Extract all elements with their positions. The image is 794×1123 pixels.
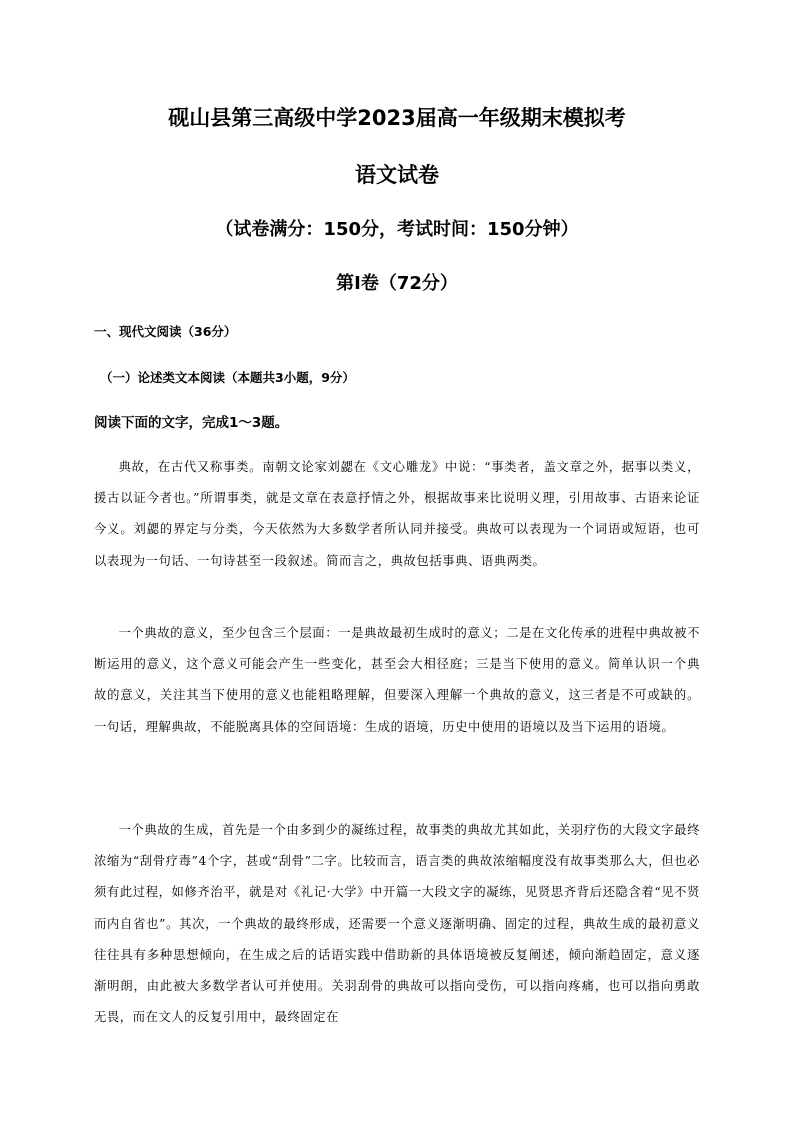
part-heading: 一、现代文阅读（36分）	[94, 324, 237, 339]
passage-paragraph-3: 一个典故的生成，首先是一个由多到少的凝练过程，故事类的典故尤其如此，关羽疗伤的大段文字最终浓缩为“刮骨疗毒”4个字，甚或“刮骨”二字。比较而言，语言类的典故浓缩幅度没有故事类那么大，但也必须有此过程，如修齐治平，就是对《礼记·大学》中开篇一大段文字的凝练，见贤思齐背后还隐含着“见不贤而内自省也”。其次，一个典故的最终形成，还需要一个意义逐渐明确、固定的过程，典故生成的最初意义往往具有多种思想倾向，在生成之后的话语实践中借助新的具体语境被反复阐述，倾向渐趋固定，意义逐渐明朗，由此被大多数学者认可并使用。关羽刮骨的典故可以指向受伤，可以指向疼痛，也可以指向勇敢无畏，而在文人的反复引用中，最终固定在	[94, 823, 700, 1025]
reading-instruction: 阅读下面的文字，完成1～3题。	[94, 415, 289, 431]
subject-title: 语文试卷	[355, 163, 439, 187]
exam-title: 砚山县第三高级中学2023届高一年级期末模拟考	[168, 106, 626, 130]
passage-paragraph-2: 一个典故的意义，至少包含三个层面：一是典故最初生成时的意义；二是在文化传承的进程中典故被不断运用的意义，这个意义可能会产生一些变化，甚至会大相径庭；三是当下使用的意义。简单认识一个典故的意义，关注其当下使用的意义也能粗略理解，但要深入理解一个典故的意义，这三者是不可或缺的。一句话，理解典故，不能脱离具体的空间语境：生成的语境，历史中使用的语境以及当下运用的语境。	[94, 626, 700, 734]
passage-paragraph-1: 典故，在古代又称事类。南朝文论家刘勰在《文心雕龙》中说：“事类者，盖文章之外，据事以类义，援古以证今者也。”所谓事类，就是文章在表意抒情之外，根据故事来比说明义理，引用故事、古语来论证今义。刘勰的界定与分类，今天依然为大多数学者所认同并接受。典故可以表现为一个词语或短语，也可以表现为一句话、一句诗甚至一段叙述。简而言之，典故包括事典、语典两类。	[94, 460, 700, 568]
exam-info: （试卷满分：150分，考试时间：150分钟）	[215, 219, 579, 240]
sub-heading: （一）论述类文本阅读（本题共3小题，9分）	[100, 370, 355, 385]
section-title: 第Ⅰ卷（72分）	[336, 273, 458, 294]
